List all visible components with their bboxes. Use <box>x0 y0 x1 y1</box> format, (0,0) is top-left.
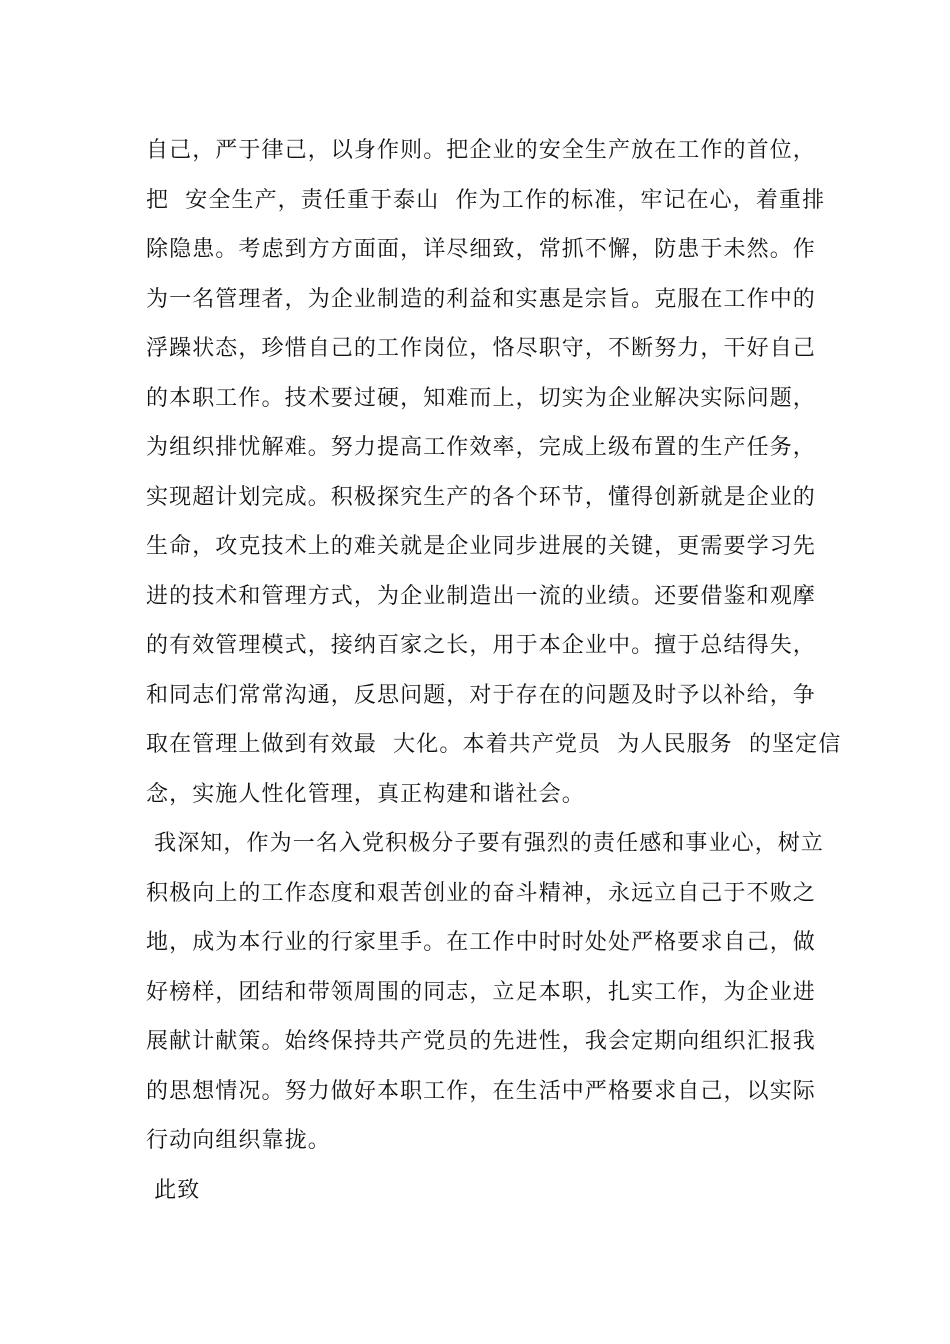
text-line: 除隐患。考虑到方方面面，详尽细致，常抓不懈，防患于未然。作 <box>146 237 816 262</box>
text-line: 取在管理上做到有效最 大化。本着共产党员 为人民服务 的坚定信 <box>146 732 842 757</box>
text-line: 我深知，作为一名入党积极分子要有强烈的责任感和事业心，树立 <box>146 831 824 856</box>
text-line: 为一名管理者，为企业制造的利益和实惠是宗旨。克服在工作中的 <box>146 286 816 312</box>
text-line: 浮躁状态，珍惜自己的工作岗位，恪尽职守，不断努力，干好自己 <box>146 336 816 361</box>
text-line: 念，实施人性化管理，真正构建和谐社会。 <box>146 781 585 807</box>
closing-salutation: 此致 <box>146 1177 201 1203</box>
text-line: 的本职工作。技术要过硬，知难而上，切实为企业解决实际问题， <box>146 385 816 411</box>
text-line: 展献计献策。始终保持共产党员的先进性，我会定期向组织汇报我 <box>146 1029 816 1054</box>
text-line: 为组织排忧解难。努力提高工作效率，完成上级布置的生产任务， <box>146 435 816 460</box>
text-line: 和同志们常常沟通，反思问题，对于存在的问题及时予以补给，争 <box>146 682 816 708</box>
text-line: 生命，攻克技术上的难关就是企业同步进展的关键，更需要学习先 <box>146 534 816 559</box>
document-body <box>146 126 842 1215</box>
text-line: 地，成为本行业的行家里手。在工作中时时处处严格要求自己，做 <box>146 930 816 955</box>
text-line: 的有效管理模式，接纳百家之长，用于本企业中。擅于总结得失， <box>146 633 816 658</box>
text-line: 实现超计划完成。积极探究生产的各个环节，懂得创新就是企业的 <box>146 484 816 510</box>
text-line: 积极向上的工作态度和艰苦创业的奋斗精神，永远立自己于不败之 <box>146 880 816 906</box>
text-line: 好榜样，团结和带领周围的同志，立足本职，扎实工作，为企业进 <box>146 979 816 1005</box>
text-line: 进的技术和管理方式，为企业制造出一流的业绩。还要借鉴和观摩 <box>146 583 816 609</box>
text-line: 行动向组织靠拢。 <box>146 1128 331 1153</box>
text-line: 把 安全生产，责任重于泰山 作为工作的标准，牢记在心，着重排 <box>146 187 826 213</box>
text-line: 自己，严于律己，以身作则。把企业的安全生产放在工作的首位， <box>146 138 816 163</box>
text-line: 的思想情况。努力做好本职工作，在生活中严格要求自己，以实际 <box>146 1078 816 1104</box>
